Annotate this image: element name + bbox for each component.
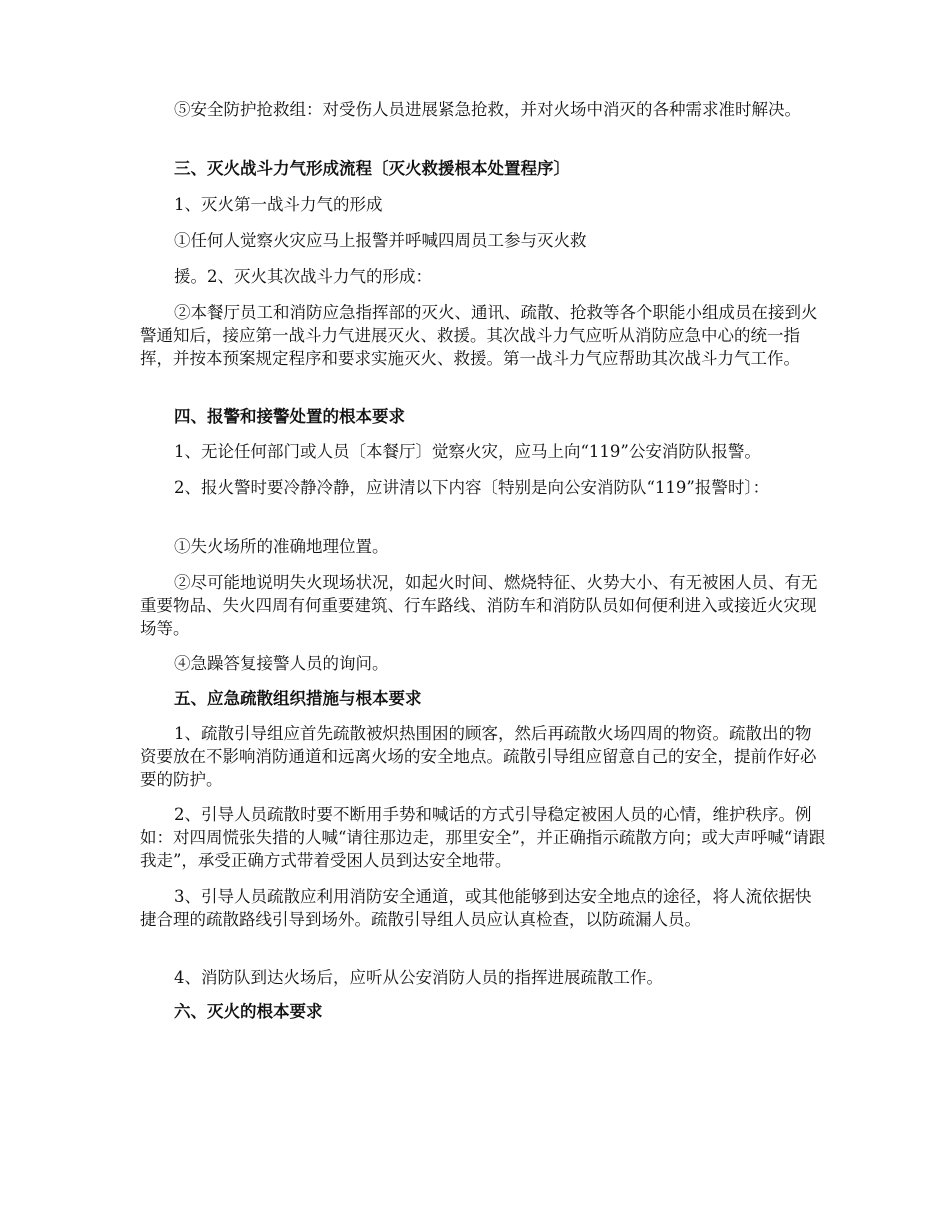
heading-section-3: 三、灭火战斗力气形成流程〔灭火救援根本处置程序〕	[174, 159, 570, 178]
heading-section-5: 五、应急疏散组织措施与根本要求	[174, 689, 422, 708]
paragraph-evacuation-1: 1、疏散引导组应首先疏散被炽热围困的顾客，然后再疏散火场四周的物资。疏散出的物资要放在不影响消防通道和远离火场的安全地点。疏散引导组应留意自己的安全，提前作好必要的防护。	[140, 724, 817, 789]
paragraph-second-force-detail: ②本餐厅员工和消防应急指挥部的灭火、通讯、疏散、抢救等各个职能小组成员在接到火警通知后，接应第一战斗力气进展灭火、救援。其次战斗力气应听从消防应急中心的统一指挥，并按本预案规定程序和要求实施灭火、救援。第一战斗力气应帮助其次战斗力气工作。	[140, 303, 818, 368]
paragraph-answer: ④急躁答复接警人员的询问。	[174, 654, 389, 673]
heading-section-6: 六、灭火的根本要求	[174, 1002, 323, 1021]
paragraph-first-force: 1、灭火第一战斗力气的形成	[174, 195, 383, 214]
paragraph-location: ①失火场所的准确地理位置。	[174, 537, 389, 556]
paragraph-second-force: 援。2、灭火其次战斗力气的形成：	[174, 267, 432, 286]
paragraph-rescue-group: ⑤安全防护抢救组：对受伤人员进展紧急抢救，并对火场中消灭的各种需求准时解决。	[174, 100, 801, 119]
paragraph-report-119: 1、无论任何部门或人员〔本餐厅〕觉察火灾，应马上向“119”公安消防队报警。	[174, 442, 761, 461]
paragraph-situation: ②尽可能地说明失火现场状况，如起火时间、燃烧特征、火势大小、有无被困人员、有无重要物品、失火四周有何重要建筑、行车路线、消防车和消防队员如何便利进入或接近火灾现场等。	[140, 573, 818, 638]
paragraph-evacuation-2: 2、引导人员疏散时要不断用手势和喊话的方式引导稳定被困人员的心情，维护秩序。例如：对四周慌张失措的人喊“请往那边走，那里安全”，并正确指示疏散方向；或大声呼喊“请跟我走”，承受正确方式带着受困人员到达安全地带。	[140, 805, 826, 870]
paragraph-report-content: 2、报火警时要冷静冷静，应讲清以下内容〔特别是向公安消防队“119”报警时〕：	[174, 478, 770, 497]
paragraph-report-fire: ①任何人觉察火灾应马上报警并呼喊四周员工参与灭火救	[174, 231, 587, 250]
heading-section-4: 四、报警和接警处置的根本要求	[174, 407, 405, 426]
paragraph-evacuation-3: 3、引导人员疏散应利用消防安全通道，或其他能够到达安全地点的途径，将人流依据快捷合理的疏散路线引导到场外。疏散引导组人员应认真检查，以防疏漏人员。	[140, 887, 812, 929]
paragraph-evacuation-4: 4、消防队到达火场后，应听从公安消防人员的指挥进展疏散工作。	[174, 968, 663, 987]
